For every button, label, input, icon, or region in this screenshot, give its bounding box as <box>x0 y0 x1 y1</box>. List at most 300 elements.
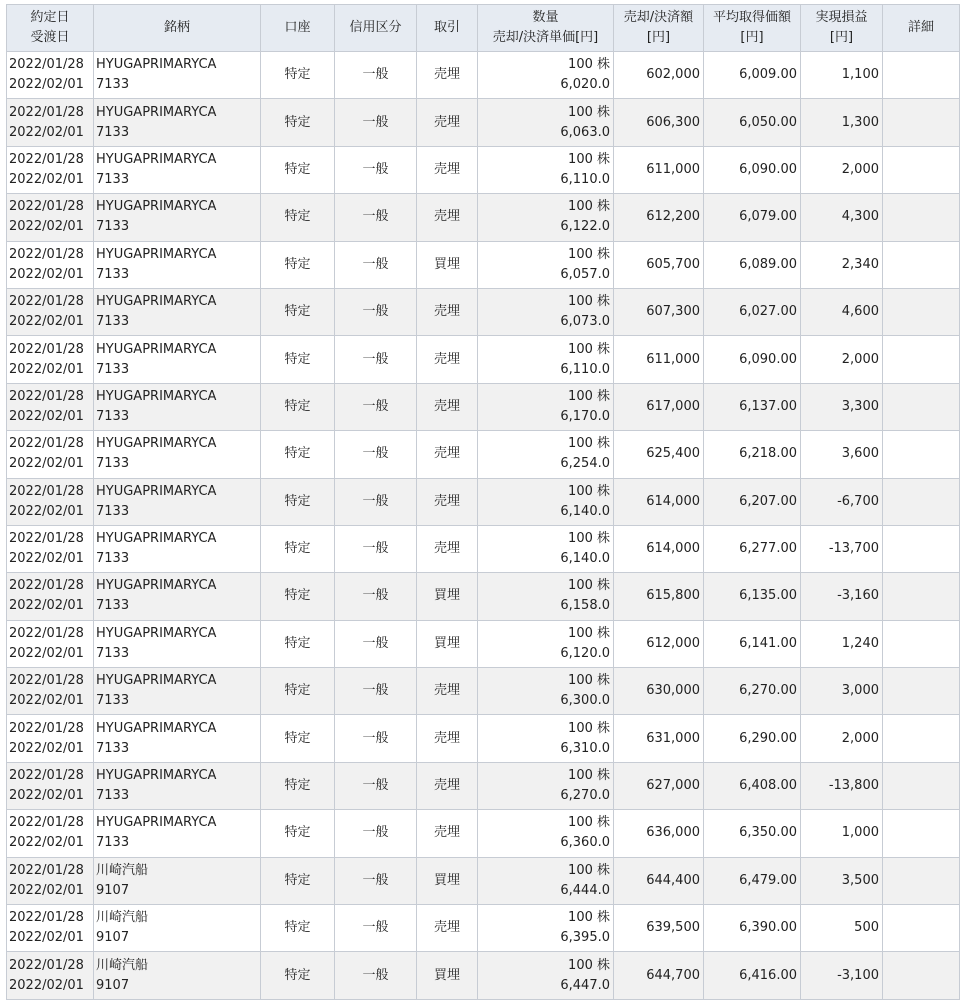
credit-cell: 一般 <box>335 810 417 857</box>
avg-cost-cell: 6,207.00 <box>704 478 801 525</box>
settle-date: 2022/02/01 <box>9 266 84 282</box>
date-cell <box>7 431 94 478</box>
quantity: 100 株 <box>568 815 610 831</box>
table-header <box>7 5 960 52</box>
header-detail: 詳細 <box>883 5 960 52</box>
security-cell <box>94 336 261 383</box>
avg-cost-cell: 6,218.00 <box>704 431 801 478</box>
realized-pl-cell: -13,800 <box>801 762 883 809</box>
account-cell: 特定 <box>261 146 335 193</box>
quantity: 100 株 <box>568 341 610 357</box>
amount-cell: 644,400 <box>614 857 704 904</box>
trade-date: 2022/01/28 <box>9 199 84 215</box>
security-cell <box>94 241 261 288</box>
detail-cell <box>883 620 960 667</box>
header-amount <box>614 5 704 52</box>
unit-price: 6,110.0 <box>560 171 610 187</box>
detail-cell <box>883 905 960 952</box>
security-name: HYUGAPRIMARYCA <box>96 625 217 641</box>
detail-cell <box>883 857 960 904</box>
security-cell <box>94 288 261 335</box>
date-cell <box>7 336 94 383</box>
realized-pl-cell: 4,300 <box>801 194 883 241</box>
detail-cell <box>883 668 960 715</box>
settle-date: 2022/02/01 <box>9 503 84 519</box>
avg-cost-cell: 6,079.00 <box>704 194 801 241</box>
security-code: 7133 <box>96 456 130 472</box>
table-row <box>7 715 960 762</box>
account-cell: 特定 <box>261 383 335 430</box>
header-date <box>7 5 94 52</box>
security-name: HYUGAPRIMARYCA <box>96 436 217 452</box>
date-cell <box>7 525 94 572</box>
realized-pl-cell: 2,340 <box>801 241 883 288</box>
date-cell <box>7 194 94 241</box>
header-amount-unit: [円] <box>646 30 671 45</box>
quantity: 100 株 <box>568 104 610 120</box>
date-cell <box>7 146 94 193</box>
trade-date: 2022/01/28 <box>9 768 84 784</box>
qty-price-cell <box>478 52 614 99</box>
trade-cell: 買埋 <box>417 241 478 288</box>
detail-cell <box>883 288 960 335</box>
trade-cell: 売埋 <box>417 762 478 809</box>
trade-cell: 売埋 <box>417 194 478 241</box>
trade-date: 2022/01/28 <box>9 910 84 926</box>
unit-price: 6,300.0 <box>560 693 610 709</box>
credit-cell: 一般 <box>335 194 417 241</box>
table-row <box>7 194 960 241</box>
date-cell <box>7 810 94 857</box>
unit-price: 6,120.0 <box>560 645 610 661</box>
account-cell: 特定 <box>261 194 335 241</box>
amount-cell: 630,000 <box>614 668 704 715</box>
table-row <box>7 478 960 525</box>
unit-price: 6,158.0 <box>560 598 610 614</box>
date-cell <box>7 715 94 762</box>
table-body <box>7 52 960 1000</box>
date-cell <box>7 762 94 809</box>
security-code: 9107 <box>96 882 130 898</box>
trade-cell: 売埋 <box>417 478 478 525</box>
credit-cell: 一般 <box>335 99 417 146</box>
qty-price-cell <box>478 478 614 525</box>
amount-cell: 631,000 <box>614 715 704 762</box>
security-code: 7133 <box>96 171 130 187</box>
realized-pl-cell: -13,700 <box>801 525 883 572</box>
trade-date: 2022/01/28 <box>9 436 84 452</box>
header-trade-date: 約定日 <box>30 10 70 25</box>
realized-pl-cell: 2,000 <box>801 715 883 762</box>
quantity: 100 株 <box>568 957 610 973</box>
date-cell <box>7 478 94 525</box>
table-row <box>7 668 960 715</box>
amount-cell: 627,000 <box>614 762 704 809</box>
unit-price: 6,140.0 <box>560 551 610 567</box>
detail-cell <box>883 573 960 620</box>
security-cell <box>94 620 261 667</box>
qty-price-cell <box>478 525 614 572</box>
security-name: HYUGAPRIMARYCA <box>96 815 217 831</box>
trade-cell: 売埋 <box>417 383 478 430</box>
avg-cost-cell: 6,090.00 <box>704 336 801 383</box>
quantity: 100 株 <box>568 294 610 310</box>
qty-price-cell <box>478 99 614 146</box>
amount-cell: 639,500 <box>614 905 704 952</box>
detail-cell <box>883 810 960 857</box>
account-cell: 特定 <box>261 99 335 146</box>
header-avg <box>704 5 801 52</box>
amount-cell: 606,300 <box>614 99 704 146</box>
settle-date: 2022/02/01 <box>9 219 84 235</box>
security-code: 7133 <box>96 551 130 567</box>
credit-cell: 一般 <box>335 762 417 809</box>
security-code: 7133 <box>96 740 130 756</box>
date-cell <box>7 288 94 335</box>
realized-pl-cell: 1,240 <box>801 620 883 667</box>
header-account: 口座 <box>261 5 335 52</box>
amount-cell: 625,400 <box>614 431 704 478</box>
table-row <box>7 905 960 952</box>
trade-date: 2022/01/28 <box>9 57 84 73</box>
security-name: HYUGAPRIMARYCA <box>96 57 217 73</box>
security-code: 7133 <box>96 124 130 140</box>
quantity: 100 株 <box>568 199 610 215</box>
trade-cell: 売埋 <box>417 288 478 335</box>
security-name: 川崎汽船 <box>96 910 149 926</box>
amount-cell: 614,000 <box>614 478 704 525</box>
avg-cost-cell: 6,009.00 <box>704 52 801 99</box>
account-cell: 特定 <box>261 336 335 383</box>
realized-pl-cell: -6,700 <box>801 478 883 525</box>
trade-cell: 売埋 <box>417 810 478 857</box>
realized-pl-cell: 4,600 <box>801 288 883 335</box>
security-code: 7133 <box>96 408 130 424</box>
security-name: HYUGAPRIMARYCA <box>96 673 217 689</box>
qty-price-cell <box>478 194 614 241</box>
security-name: HYUGAPRIMARYCA <box>96 483 217 499</box>
settle-date: 2022/02/01 <box>9 314 84 330</box>
credit-cell: 一般 <box>335 52 417 99</box>
settle-date: 2022/02/01 <box>9 788 84 804</box>
settle-date: 2022/02/01 <box>9 124 84 140</box>
unit-price: 6,073.0 <box>560 314 610 330</box>
qty-price-cell <box>478 715 614 762</box>
realized-pl-cell: 500 <box>801 905 883 952</box>
table-row <box>7 383 960 430</box>
detail-cell <box>883 99 960 146</box>
credit-cell: 一般 <box>335 952 417 999</box>
security-name: HYUGAPRIMARYCA <box>96 151 217 167</box>
header-pl-unit: [円] <box>829 30 854 45</box>
settle-date: 2022/02/01 <box>9 551 84 567</box>
security-cell <box>94 762 261 809</box>
security-name: HYUGAPRIMARYCA <box>96 388 217 404</box>
unit-price: 6,063.0 <box>560 124 610 140</box>
detail-cell <box>883 478 960 525</box>
account-cell: 特定 <box>261 573 335 620</box>
security-name: HYUGAPRIMARYCA <box>96 531 217 547</box>
settle-date: 2022/02/01 <box>9 171 84 187</box>
trade-date: 2022/01/28 <box>9 341 84 357</box>
security-cell <box>94 668 261 715</box>
amount-cell: 612,000 <box>614 620 704 667</box>
trade-cell: 売埋 <box>417 52 478 99</box>
security-cell <box>94 52 261 99</box>
credit-cell: 一般 <box>335 336 417 383</box>
detail-cell <box>883 952 960 999</box>
security-name: HYUGAPRIMARYCA <box>96 246 217 262</box>
security-cell <box>94 383 261 430</box>
credit-cell: 一般 <box>335 905 417 952</box>
avg-cost-cell: 6,027.00 <box>704 288 801 335</box>
security-cell <box>94 952 261 999</box>
table-row <box>7 99 960 146</box>
unit-price: 6,110.0 <box>560 361 610 377</box>
settle-date: 2022/02/01 <box>9 977 84 993</box>
trade-date: 2022/01/28 <box>9 578 84 594</box>
date-cell <box>7 857 94 904</box>
avg-cost-cell: 6,416.00 <box>704 952 801 999</box>
security-cell <box>94 146 261 193</box>
unit-price: 6,310.0 <box>560 740 610 756</box>
security-cell <box>94 99 261 146</box>
credit-cell: 一般 <box>335 857 417 904</box>
table-row <box>7 146 960 193</box>
header-pl-label: 実現損益 <box>815 10 868 25</box>
unit-price: 6,444.0 <box>560 882 610 898</box>
unit-price: 6,170.0 <box>560 408 610 424</box>
amount-cell: 615,800 <box>614 573 704 620</box>
qty-price-cell <box>478 146 614 193</box>
date-cell <box>7 573 94 620</box>
date-cell <box>7 383 94 430</box>
header-credit: 信用区分 <box>335 5 417 52</box>
quantity: 100 株 <box>568 246 610 262</box>
qty-price-cell <box>478 241 614 288</box>
security-name: HYUGAPRIMARYCA <box>96 578 217 594</box>
account-cell: 特定 <box>261 52 335 99</box>
header-avg-unit: [円] <box>740 30 764 45</box>
settle-date: 2022/02/01 <box>9 77 84 93</box>
trade-cell: 売埋 <box>417 146 478 193</box>
security-code: 7133 <box>96 693 130 709</box>
settle-date: 2022/02/01 <box>9 598 84 614</box>
amount-cell: 611,000 <box>614 336 704 383</box>
quantity: 100 株 <box>568 151 610 167</box>
trade-date: 2022/01/28 <box>9 957 84 973</box>
unit-price: 6,057.0 <box>560 266 610 282</box>
trade-date: 2022/01/28 <box>9 815 84 831</box>
trade-date: 2022/01/28 <box>9 720 84 736</box>
security-cell <box>94 715 261 762</box>
header-price: 売却/決済単価[円] <box>492 30 599 45</box>
security-code: 7133 <box>96 503 130 519</box>
avg-cost-cell: 6,479.00 <box>704 857 801 904</box>
trade-date: 2022/01/28 <box>9 151 84 167</box>
avg-cost-cell: 6,137.00 <box>704 383 801 430</box>
realized-pl-cell: -3,160 <box>801 573 883 620</box>
amount-cell: 636,000 <box>614 810 704 857</box>
avg-cost-cell: 6,350.00 <box>704 810 801 857</box>
settle-date: 2022/02/01 <box>9 408 84 424</box>
security-code: 9107 <box>96 977 130 993</box>
credit-cell: 一般 <box>335 431 417 478</box>
account-cell: 特定 <box>261 241 335 288</box>
security-code: 7133 <box>96 835 130 851</box>
quantity: 100 株 <box>568 625 610 641</box>
credit-cell: 一般 <box>335 715 417 762</box>
security-cell <box>94 857 261 904</box>
detail-cell <box>883 52 960 99</box>
header-avg-label: 平均取得価額 <box>712 10 791 25</box>
account-cell: 特定 <box>261 952 335 999</box>
security-cell <box>94 573 261 620</box>
settle-date: 2022/02/01 <box>9 361 84 377</box>
quantity: 100 株 <box>568 57 610 73</box>
quantity: 100 株 <box>568 388 610 404</box>
qty-price-cell <box>478 431 614 478</box>
avg-cost-cell: 6,090.00 <box>704 146 801 193</box>
trade-cell: 買埋 <box>417 573 478 620</box>
trade-cell: 売埋 <box>417 668 478 715</box>
table-row <box>7 52 960 99</box>
quantity: 100 株 <box>568 578 610 594</box>
trade-cell: 買埋 <box>417 952 478 999</box>
date-cell <box>7 952 94 999</box>
date-cell <box>7 668 94 715</box>
security-code: 7133 <box>96 645 130 661</box>
credit-cell: 一般 <box>335 146 417 193</box>
trade-cell: 売埋 <box>417 715 478 762</box>
qty-price-cell <box>478 620 614 667</box>
detail-cell <box>883 715 960 762</box>
realized-pl-cell: 3,600 <box>801 431 883 478</box>
account-cell: 特定 <box>261 668 335 715</box>
security-name: HYUGAPRIMARYCA <box>96 341 217 357</box>
detail-cell <box>883 762 960 809</box>
unit-price: 6,140.0 <box>560 503 610 519</box>
unit-price: 6,360.0 <box>560 835 610 851</box>
qty-price-cell <box>478 573 614 620</box>
realized-pl-cell: 3,300 <box>801 383 883 430</box>
unit-price: 6,020.0 <box>560 77 610 93</box>
unit-price: 6,447.0 <box>560 977 610 993</box>
unit-price: 6,122.0 <box>560 219 610 235</box>
account-cell: 特定 <box>261 620 335 667</box>
trade-history-table <box>6 4 960 1000</box>
security-code: 7133 <box>96 77 130 93</box>
amount-cell: 605,700 <box>614 241 704 288</box>
qty-price-cell <box>478 857 614 904</box>
date-cell <box>7 620 94 667</box>
qty-price-cell <box>478 336 614 383</box>
quantity: 100 株 <box>568 531 610 547</box>
detail-cell <box>883 241 960 288</box>
quantity: 100 株 <box>568 910 610 926</box>
account-cell: 特定 <box>261 810 335 857</box>
security-cell <box>94 194 261 241</box>
qty-price-cell <box>478 383 614 430</box>
qty-price-cell <box>478 952 614 999</box>
amount-cell: 614,000 <box>614 525 704 572</box>
trade-cell: 買埋 <box>417 620 478 667</box>
trade-date: 2022/01/28 <box>9 531 84 547</box>
qty-price-cell <box>478 288 614 335</box>
avg-cost-cell: 6,050.00 <box>704 99 801 146</box>
date-cell <box>7 241 94 288</box>
security-cell <box>94 431 261 478</box>
detail-cell <box>883 336 960 383</box>
table-row <box>7 620 960 667</box>
settle-date: 2022/02/01 <box>9 882 84 898</box>
avg-cost-cell: 6,408.00 <box>704 762 801 809</box>
security-code: 7133 <box>96 219 130 235</box>
security-name: HYUGAPRIMARYCA <box>96 768 217 784</box>
table-row <box>7 857 960 904</box>
settle-date: 2022/02/01 <box>9 645 84 661</box>
date-cell <box>7 52 94 99</box>
security-cell <box>94 905 261 952</box>
trade-cell: 売埋 <box>417 336 478 383</box>
security-name: HYUGAPRIMARYCA <box>96 199 217 215</box>
avg-cost-cell: 6,135.00 <box>704 573 801 620</box>
realized-pl-cell: 3,500 <box>801 857 883 904</box>
credit-cell: 一般 <box>335 288 417 335</box>
amount-cell: 644,700 <box>614 952 704 999</box>
account-cell: 特定 <box>261 857 335 904</box>
account-cell: 特定 <box>261 525 335 572</box>
detail-cell <box>883 431 960 478</box>
table-row <box>7 810 960 857</box>
security-name: HYUGAPRIMARYCA <box>96 104 217 120</box>
avg-cost-cell: 6,141.00 <box>704 620 801 667</box>
credit-cell: 一般 <box>335 620 417 667</box>
avg-cost-cell: 6,277.00 <box>704 525 801 572</box>
security-code: 7133 <box>96 314 130 330</box>
trade-date: 2022/01/28 <box>9 862 84 878</box>
credit-cell: 一般 <box>335 573 417 620</box>
account-cell: 特定 <box>261 905 335 952</box>
quantity: 100 株 <box>568 673 610 689</box>
table-row <box>7 952 960 999</box>
quantity: 100 株 <box>568 436 610 452</box>
trade-date: 2022/01/28 <box>9 104 84 120</box>
quantity: 100 株 <box>568 862 610 878</box>
detail-cell <box>883 146 960 193</box>
security-cell <box>94 810 261 857</box>
header-pl <box>801 5 883 52</box>
quantity: 100 株 <box>568 483 610 499</box>
unit-price: 6,254.0 <box>560 456 610 472</box>
account-cell: 特定 <box>261 478 335 525</box>
realized-pl-cell: 3,000 <box>801 668 883 715</box>
table-row <box>7 336 960 383</box>
trade-cell: 売埋 <box>417 905 478 952</box>
security-name: 川崎汽船 <box>96 862 149 878</box>
amount-cell: 602,000 <box>614 52 704 99</box>
avg-cost-cell: 6,270.00 <box>704 668 801 715</box>
avg-cost-cell: 6,390.00 <box>704 905 801 952</box>
credit-cell: 一般 <box>335 478 417 525</box>
trade-date: 2022/01/28 <box>9 625 84 641</box>
amount-cell: 612,200 <box>614 194 704 241</box>
trade-date: 2022/01/28 <box>9 388 84 404</box>
qty-price-cell <box>478 668 614 715</box>
table-row <box>7 241 960 288</box>
security-name: 川崎汽船 <box>96 957 149 973</box>
trade-cell: 売埋 <box>417 431 478 478</box>
